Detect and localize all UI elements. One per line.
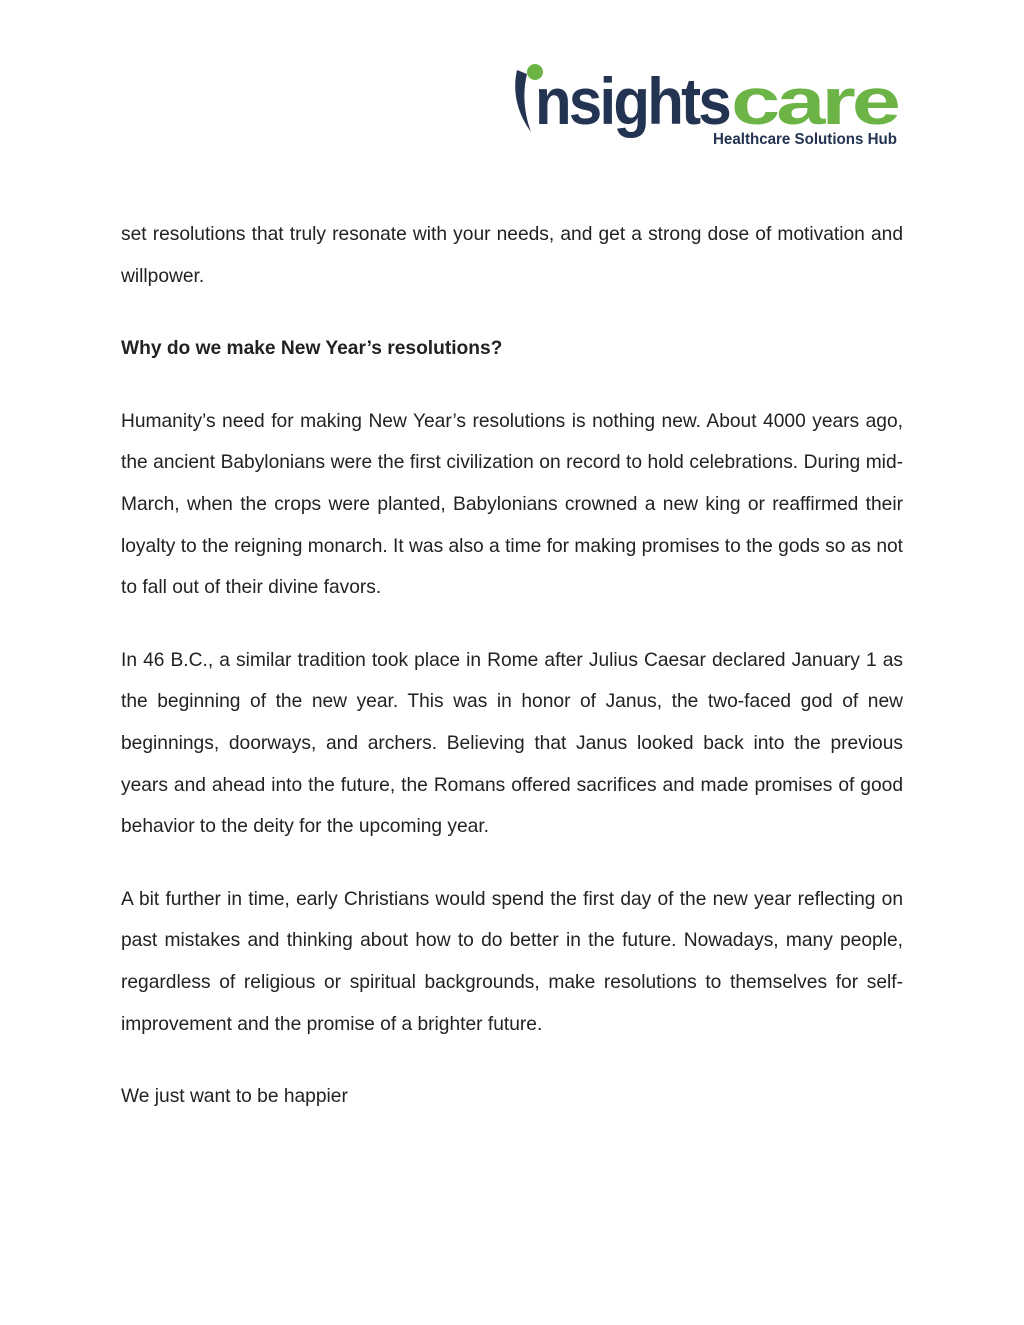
insightscare-logo [511, 58, 901, 150]
body-paragraph: A bit further in time, early Christians would spend the first day of the new year reflecting on past mistakes and thinking about how to do better in the future. Nowadays, many people, regardless of religious or spiritual backgrounds, make resolutions to themselves for self-improvement and the promise of a brighter future. [121, 888, 903, 1035]
logo-brand-secondary: care [731, 64, 899, 138]
logo-brand-primary: nsights [535, 64, 730, 138]
body-paragraph: Humanity’s need for making New Year’s resolutions is nothing new. About 4000 years ago, the ancient Babylonians were the first civilization on record to hold celebrations. During mid-March, when the crops were planted, Babylonians crowned a new king or reaffirmed their loyalty to the reigning monarch. It was also a time for making promises to the gods so as not to fall out of their divine favors. [121, 410, 903, 599]
logo-swoosh-icon [515, 70, 531, 132]
body-paragraph: In 46 B.C., a similar tradition took place in Rome after Julius Caesar declared January 1 as the beginning of the new year. This was in honor of Janus, the two-faced god of new beginnings, doorways, and archers. Believing that Janus looked back into the previous years and ahead into the future, the Romans offered sacrifices and made promises of good behavior to the deity for the upcoming year. [121, 649, 903, 838]
logo-tagline: Healthcare Solutions Hub [713, 131, 898, 148]
section-heading: Why do we make New Year’s resolutions? [121, 338, 503, 360]
closing-line: We just want to be happier [121, 1086, 348, 1108]
intro-paragraph: set resolutions that truly resonate with your needs, and get a strong dose of motivation and willpower. [121, 224, 903, 287]
document-body [121, 214, 903, 1149]
